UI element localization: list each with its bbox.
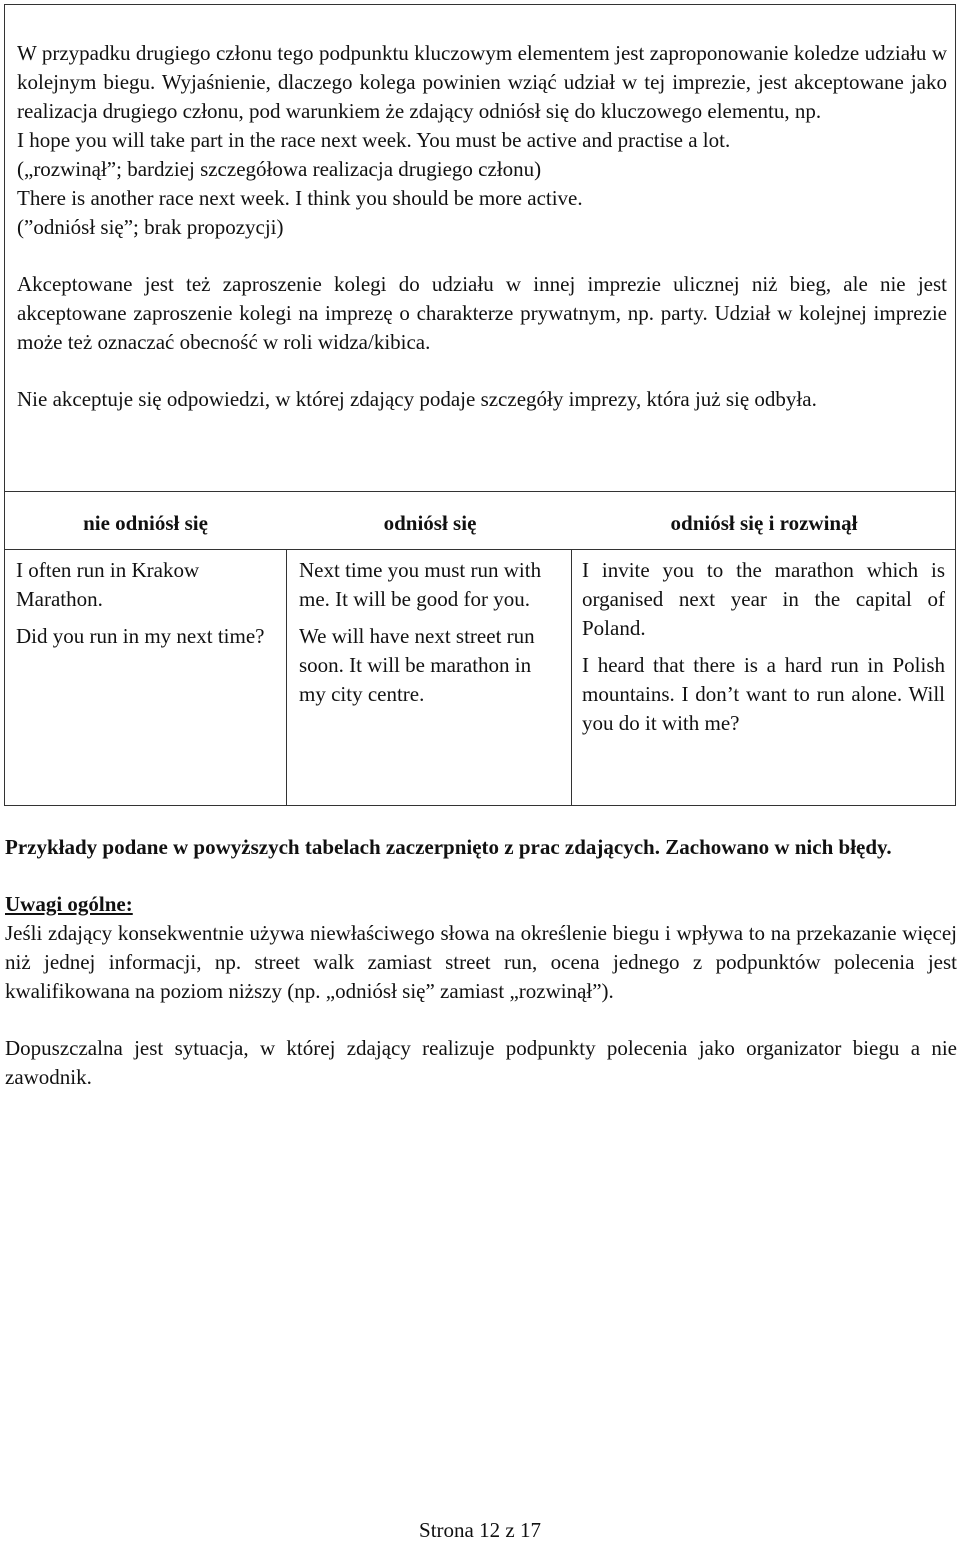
cell-example: Did you run in my next time? bbox=[16, 624, 265, 648]
examples-note: Przykłady podane w powyższych tabelach zaczerpnięto z prac zdających. Zachowano w nich błędy. bbox=[5, 835, 892, 859]
cell-example: We will have next street run soon. It will be marathon in my city centre. bbox=[299, 624, 535, 706]
example-2-note: (”odniósł się”; brak propozycji) bbox=[17, 215, 284, 239]
example-1-note: („rozwinął”; bardziej szczegółowa realizacja drugiego członu) bbox=[17, 157, 542, 181]
column-header: odniósł się bbox=[383, 511, 477, 535]
examples-table bbox=[4, 491, 956, 806]
cell-example: I heard that there is a hard run in Polish mountains. I don’t want to run alone. Will you do it with me? bbox=[582, 653, 945, 735]
intro-paragraph: W przypadku drugiego członu tego podpunktu kluczowym elementem jest zaproponowanie koledze udziału w kolejnym biegu. Wyjaśnienie, dlaczego kolega powinien wziąć udział w tej imprezie, jest akceptowane jako realizacja drugiego członu, pod warunkiem że zdający odniósł się do kluczowego elementu, np. bbox=[17, 41, 947, 123]
column-header: nie odniósł się bbox=[83, 511, 208, 535]
cell-example: I invite you to the marathon which is organised next year in the capital of Poland. bbox=[582, 558, 945, 640]
example-2: There is another race next week. I think you should be more active. bbox=[17, 186, 583, 210]
page-number: Strona 12 z 17 bbox=[419, 1518, 541, 1542]
column-header: odniósł się i rozwinął bbox=[670, 511, 858, 535]
acceptance-paragraph: Akceptowane jest też zaproszenie kolegi do udziału w innej imprezie ulicznej niż bieg, ale nie jest akceptowane zaproszenie kolegi na imprezę o charakterze prywatnym, np. party. Udział w kolejnej imprezie może też oznaczać obecność w roli widza/kibica. bbox=[17, 272, 947, 354]
rejection-paragraph: Nie akceptuje się odpowiedzi, w której zdający podaje szczegóły imprezy, która już się odbyła. bbox=[17, 387, 817, 411]
general-note-1: Jeśli zdający konsekwentnie używa niewłaściwego słowa na określenie biegu i wpływa to na przekazanie więcej niż jednej informacji, np. street walk zamiast street run, ocena jednego z podpunktów polecenia jest kwalifikowana na poziom niższy (np. „odniósł się” zamiast „rozwinął”). bbox=[5, 921, 957, 1003]
example-1: I hope you will take part in the race next week. You must be active and practise a lot. bbox=[17, 128, 731, 152]
notes-section bbox=[5, 833, 957, 1092]
table-cell bbox=[299, 556, 559, 717]
criteria-box bbox=[4, 4, 956, 492]
table-cell bbox=[582, 556, 945, 746]
table-cell bbox=[16, 556, 266, 659]
cell-example: Next time you must run with me. It will be good for you. bbox=[299, 558, 542, 611]
general-notes-heading: Uwagi ogólne: bbox=[5, 892, 133, 916]
table-divider bbox=[571, 549, 572, 805]
criteria-box-content bbox=[17, 39, 947, 414]
table-divider bbox=[286, 549, 287, 805]
general-note-2: Dopuszczalna jest sytuacja, w której zdający realizuje podpunkty polecenia jako organizator biegu a nie zawodnik. bbox=[5, 1036, 957, 1089]
cell-example: I often run in Krakow Marathon. bbox=[16, 558, 200, 611]
table-divider bbox=[5, 549, 955, 550]
